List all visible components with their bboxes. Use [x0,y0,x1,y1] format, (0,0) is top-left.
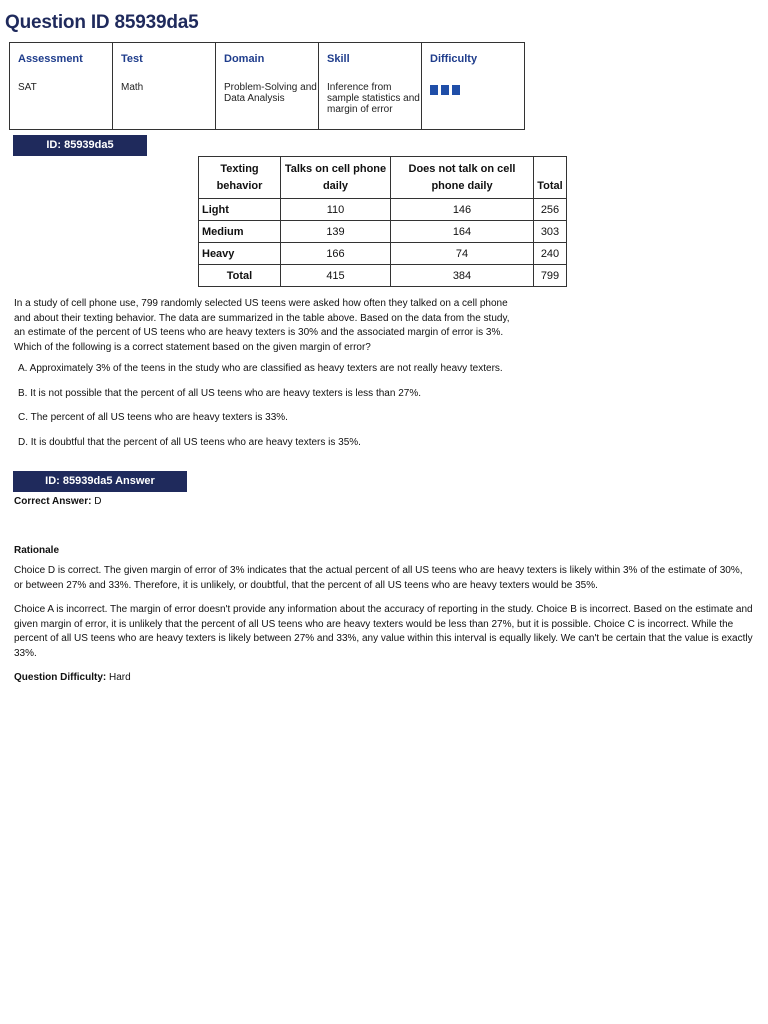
table-cell: 74 [391,243,534,265]
meta-header: Assessment [18,53,83,65]
question-id-banner: ID: 85939da5 [13,135,147,156]
rationale-heading: Rationale [14,545,60,556]
meta-test [113,43,216,130]
row-label: Heavy [199,243,281,265]
page-title: Question ID 85939da5 [5,12,199,33]
table-cell: 146 [391,199,534,221]
table-cell: 166 [281,243,391,265]
table-cell: 384 [391,265,534,287]
table-cell: 240 [534,243,567,265]
answer-option-a: A. Approximately 3% of the teens in the study who are classified as heavy texters are not really heavy texters. [18,363,503,374]
rationale-paragraph: Choice A is incorrect. The margin of error doesn't provide any information about the accuracy of reporting in the study. Choice B is incorrect. Based on the estimate and given margin of error, it is unlikely that the percent of all US teens who are heavy texters would be less than 27%, but it is possible. Choice C is incorrect. While the percent of all US teens who are heavy texters is likely between 27% and 33%, any value within this interval is equally likely. We can't be certain that the value is exactly 33%. [14,604,753,659]
table-row-total [199,265,567,287]
table-header: Does not talk on cell phone daily [391,157,534,199]
meta-value: Inference from sample statistics and margin of error [327,82,420,115]
correct-answer-value: D [91,496,102,507]
difficulty-label: Question Difficulty: [14,672,107,683]
correct-answer-label: Correct Answer: [14,496,92,507]
answer-option-b: B. It is not possible that the percent of all US teens who are heavy texters is less than 27%. [18,388,421,399]
table-cell: 799 [534,265,567,287]
table-row [199,243,567,265]
correct-answer [14,495,101,510]
difficulty-bar [452,85,460,95]
difficulty-bar [441,85,449,95]
rationale-paragraph: Choice D is correct. The given margin of error of 3% indicates that the actual percent of all US teens who are heavy texters is likely within 3% of the estimate of 30%, or between 27% and 33%. Therefore, it is unlikely, or doubtful, that the percent of all US teens who are heavy texters would be 35%. [14,565,743,591]
question-text: In a study of cell phone use, 799 randomly selected US teens were asked how often they talked on a cell phone and about their texting behavior. The data are summarized in the table above. Based on the data from the study, an estimate of the percent of US teens who are heavy texters is 30% and the associated margin of error is 3%. Which of the following is a correct statement based on the given margin of error? [14,298,510,353]
table-cell: 303 [534,221,567,243]
row-label: Light [199,199,281,221]
difficulty-bars [430,85,524,95]
texting-data-table [198,156,567,287]
meta-difficulty [422,43,525,130]
meta-value: Math [121,82,144,93]
row-label: Medium [199,221,281,243]
table-header: Talks on cell phone daily [281,157,391,199]
table-cell: 110 [281,199,391,221]
answer-id-banner: ID: 85939da5 Answer [13,471,187,492]
meta-domain [216,43,319,130]
meta-header: Difficulty [430,53,478,65]
row-label: Total [199,265,281,287]
meta-header: Domain [224,53,265,65]
answer-option-d: D. It is doubtful that the percent of all US teens who are heavy texters is 35%. [18,437,361,448]
table-cell: 256 [534,199,567,221]
table-cell: 139 [281,221,391,243]
table-cell: 164 [391,221,534,243]
meta-assessment [10,43,113,130]
difficulty-value: Hard [106,672,131,683]
meta-value: Problem-Solving and Data Analysis [224,82,317,104]
table-header: Texting behavior [199,157,281,199]
meta-value: SAT [18,82,37,93]
answer-option-c: C. The percent of all US teens who are heavy texters is 33%. [18,412,288,423]
table-row [199,221,567,243]
question-meta-table [9,42,525,130]
meta-header: Skill [327,53,350,65]
table-row [199,199,567,221]
difficulty-bar [430,85,438,95]
meta-skill [319,43,422,130]
table-cell: 415 [281,265,391,287]
table-header: Total [534,157,567,199]
meta-header: Test [121,53,143,65]
question-difficulty [14,671,131,686]
